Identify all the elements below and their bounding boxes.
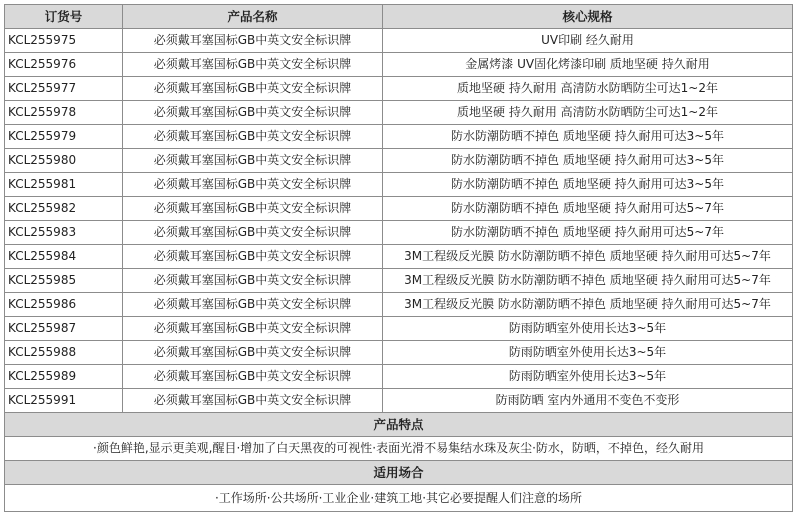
table-row <box>5 29 793 53</box>
table-row <box>5 245 793 269</box>
header-order-no: 订货号 <box>5 5 123 29</box>
scenarios-text: ·工作场所·公共场所·工业企业·建筑工地·其它必要提醒人们注意的场所 <box>5 485 793 512</box>
header-product-name: 产品名称 <box>123 5 383 29</box>
core-spec-cell: 防雨防晒室外使用长达3~5年 <box>383 341 793 365</box>
core-spec-cell: 3M工程级反光膜 防水防潮防晒不掉色 质地坚硬 持久耐用可达5~7年 <box>383 269 793 293</box>
table-row <box>5 221 793 245</box>
product-name-cell: 必须戴耳塞国标GB中英文安全标识牌 <box>123 293 383 317</box>
table-row <box>5 197 793 221</box>
order-no-cell: KCL255985 <box>5 269 123 293</box>
order-no-cell: KCL255987 <box>5 317 123 341</box>
product-name-cell: 必须戴耳塞国标GB中英文安全标识牌 <box>123 149 383 173</box>
product-name-cell: 必须戴耳塞国标GB中英文安全标识牌 <box>123 101 383 125</box>
header-core-spec: 核心规格 <box>383 5 793 29</box>
order-no-cell: KCL255984 <box>5 245 123 269</box>
product-name-cell: 必须戴耳塞国标GB中英文安全标识牌 <box>123 53 383 77</box>
order-no-cell: KCL255976 <box>5 53 123 77</box>
scenarios-title-row <box>5 461 793 485</box>
table-row <box>5 101 793 125</box>
table-row <box>5 341 793 365</box>
table-row <box>5 365 793 389</box>
product-name-cell: 必须戴耳塞国标GB中英文安全标识牌 <box>123 77 383 101</box>
core-spec-cell: 3M工程级反光膜 防水防潮防晒不掉色 质地坚硬 持久耐用可达5~7年 <box>383 293 793 317</box>
core-spec-cell: 防水防潮防晒不掉色 质地坚硬 持久耐用可达3~5年 <box>383 125 793 149</box>
product-name-cell: 必须戴耳塞国标GB中英文安全标识牌 <box>123 317 383 341</box>
table-header-row <box>5 5 793 29</box>
product-name-cell: 必须戴耳塞国标GB中英文安全标识牌 <box>123 245 383 269</box>
features-text: ·颜色鲜艳,显示更美观,醒目·增加了白天黑夜的可视性·表面光滑不易集结水珠及灰尘·防水，防晒，不掉色，经久耐用 <box>5 437 793 461</box>
core-spec-cell: 防水防潮防晒不掉色 质地坚硬 持久耐用可达5~7年 <box>383 197 793 221</box>
core-spec-cell: UV印刷 经久耐用 <box>383 29 793 53</box>
table-row <box>5 149 793 173</box>
core-spec-cell: 3M工程级反光膜 防水防潮防晒不掉色 质地坚硬 持久耐用可达5~7年 <box>383 245 793 269</box>
table-row <box>5 173 793 197</box>
product-name-cell: 必须戴耳塞国标GB中英文安全标识牌 <box>123 389 383 413</box>
core-spec-cell: 质地坚硬 持久耐用 高清防水防晒防尘可达1~2年 <box>383 101 793 125</box>
core-spec-cell: 防水防潮防晒不掉色 质地坚硬 持久耐用可达5~7年 <box>383 221 793 245</box>
order-no-cell: KCL255979 <box>5 125 123 149</box>
core-spec-cell: 防雨防晒 室内外通用不变色不变形 <box>383 389 793 413</box>
product-name-cell: 必须戴耳塞国标GB中英文安全标识牌 <box>123 341 383 365</box>
core-spec-cell: 防雨防晒室外使用长达3~5年 <box>383 365 793 389</box>
product-name-cell: 必须戴耳塞国标GB中英文安全标识牌 <box>123 221 383 245</box>
scenarios-title: 适用场合 <box>5 461 793 485</box>
order-no-cell: KCL255991 <box>5 389 123 413</box>
table-row <box>5 125 793 149</box>
table-row <box>5 293 793 317</box>
core-spec-cell: 防雨防晒室外使用长达3~5年 <box>383 317 793 341</box>
order-no-cell: KCL255977 <box>5 77 123 101</box>
order-no-cell: KCL255980 <box>5 149 123 173</box>
features-title: 产品特点 <box>5 413 793 437</box>
order-no-cell: KCL255983 <box>5 221 123 245</box>
product-name-cell: 必须戴耳塞国标GB中英文安全标识牌 <box>123 173 383 197</box>
product-spec-table <box>4 4 793 512</box>
order-no-cell: KCL255978 <box>5 101 123 125</box>
table-row <box>5 389 793 413</box>
order-no-cell: KCL255982 <box>5 197 123 221</box>
order-no-cell: KCL255988 <box>5 341 123 365</box>
order-no-cell: KCL255975 <box>5 29 123 53</box>
table-body <box>5 29 793 413</box>
product-name-cell: 必须戴耳塞国标GB中英文安全标识牌 <box>123 269 383 293</box>
product-name-cell: 必须戴耳塞国标GB中英文安全标识牌 <box>123 29 383 53</box>
core-spec-cell: 防水防潮防晒不掉色 质地坚硬 持久耐用可达3~5年 <box>383 149 793 173</box>
table-row <box>5 269 793 293</box>
table-row <box>5 53 793 77</box>
product-name-cell: 必须戴耳塞国标GB中英文安全标识牌 <box>123 365 383 389</box>
product-name-cell: 必须戴耳塞国标GB中英文安全标识牌 <box>123 197 383 221</box>
core-spec-cell: 金属烤漆 UV固化烤漆印刷 质地坚硬 持久耐用 <box>383 53 793 77</box>
core-spec-cell: 防水防潮防晒不掉色 质地坚硬 持久耐用可达3~5年 <box>383 173 793 197</box>
order-no-cell: KCL255989 <box>5 365 123 389</box>
core-spec-cell: 质地坚硬 持久耐用 高清防水防晒防尘可达1~2年 <box>383 77 793 101</box>
product-name-cell: 必须戴耳塞国标GB中英文安全标识牌 <box>123 125 383 149</box>
table-row <box>5 317 793 341</box>
features-text-row <box>5 437 793 461</box>
order-no-cell: KCL255981 <box>5 173 123 197</box>
table-row <box>5 77 793 101</box>
order-no-cell: KCL255986 <box>5 293 123 317</box>
scenarios-text-row <box>5 485 793 512</box>
features-title-row <box>5 413 793 437</box>
